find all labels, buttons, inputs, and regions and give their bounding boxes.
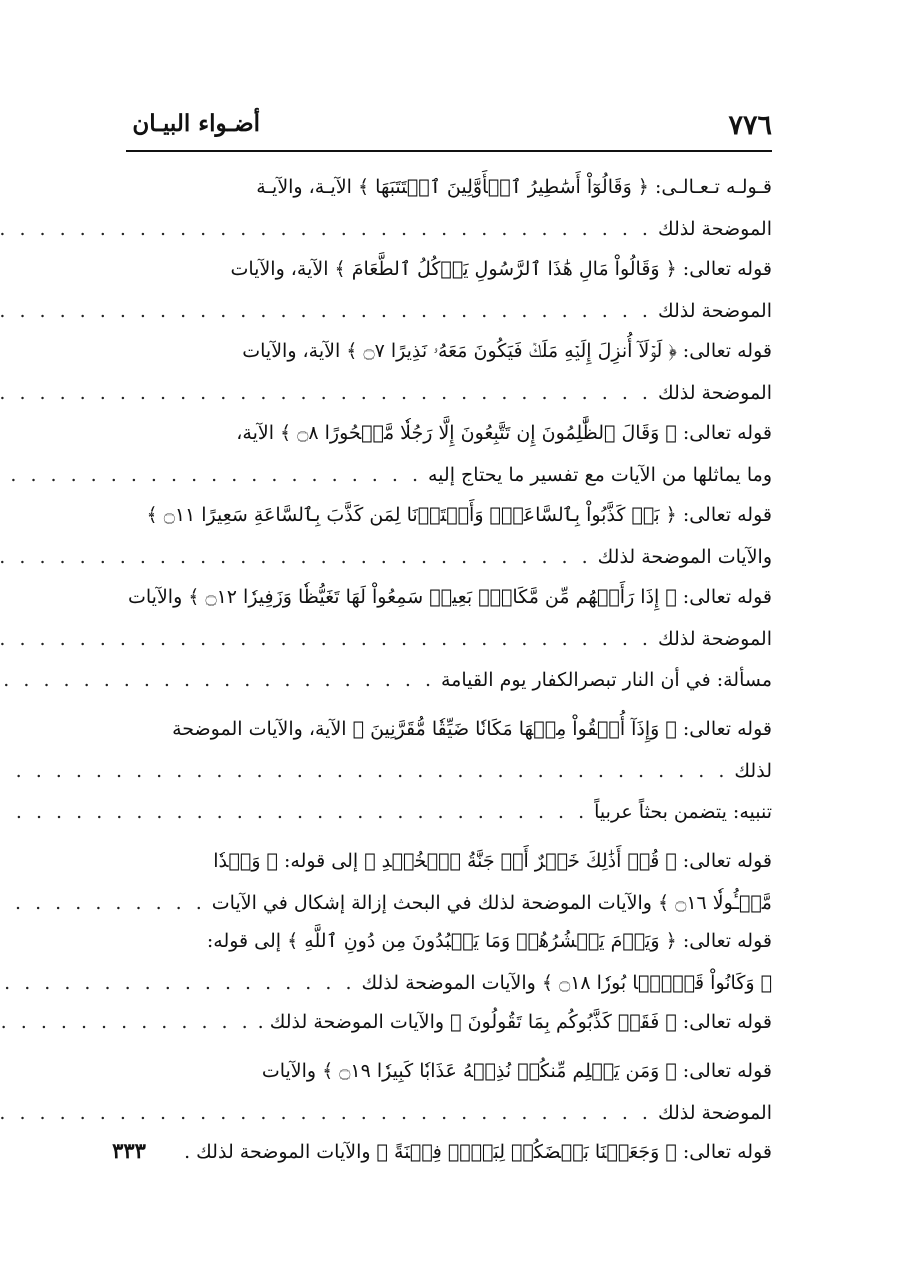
toc-entry-line bbox=[124, 168, 772, 206]
toc-entry-last-line bbox=[124, 373, 772, 411]
toc-entry-last-line bbox=[124, 619, 772, 657]
toc-entry-line bbox=[124, 414, 772, 452]
toc-entry-text: تنبيه: يتضمن بحثاً عربياً bbox=[594, 801, 772, 823]
toc-entry-line bbox=[124, 332, 772, 370]
toc-entry-text: الموضحة لذلك bbox=[657, 1102, 772, 1124]
toc-entry-text: قوله تعالى: ﴿ وَجَعَلۡنَا بَعۡضَكُمۡ لِبَعۡضٖ فِتۡنَةً ﴾ والآيات الموضحة لذلك . bbox=[184, 1141, 772, 1163]
toc-entry-last-line bbox=[124, 1093, 772, 1131]
toc-entry-line bbox=[124, 922, 772, 960]
page-number: ٧٧٦ bbox=[728, 110, 772, 141]
toc-entry-text: مسألة: في أن النار تبصرالكفار يوم القيامة bbox=[441, 669, 772, 691]
toc-entry-last-line bbox=[124, 1002, 772, 1040]
dot-leader bbox=[0, 964, 356, 1002]
toc-entry-line bbox=[124, 496, 772, 534]
dot-leader bbox=[0, 884, 206, 922]
toc-entry-line bbox=[124, 578, 772, 616]
toc-entry-text: الموضحة لذلك bbox=[657, 218, 772, 240]
toc-entry-text: مَّسۡـُٔولٗا ۝١٦ ﴾ والآيات الموضحة لذلك في البحث إزالة إشكال في الآيات bbox=[211, 892, 772, 914]
toc-entry-last-line bbox=[124, 209, 772, 247]
toc-entry-text: قوله تعالى: ﴿ لَوۡلَآ أُنزِلَ إِلَيۡهِ مَلَكٞ فَيَكُونَ مَعَهُۥ نَذِيرًا ۝٧ ﴾ الآية، والآيات bbox=[242, 340, 772, 362]
toc-entry-line bbox=[124, 842, 772, 880]
toc-entry-last-line bbox=[112, 1132, 772, 1170]
toc-entry-last-line bbox=[124, 537, 772, 575]
toc-entry-text: قوله تعالى: ﴿ وَيَوۡمَ يَحۡشُرُهُمۡ وَمَا يَعۡبُدُونَ مِن دُونِ ٱللَّهِ ﴾ إلى قوله: bbox=[206, 930, 772, 952]
toc-entry-last-line bbox=[124, 751, 772, 789]
dot-leader bbox=[0, 210, 652, 248]
dot-leader bbox=[0, 1003, 252, 1041]
toc-entry-line bbox=[124, 250, 772, 288]
toc-entry-text: قوله تعالى: ﴿ فَقَدۡ كَذَّبُوكُم بِمَا تَقُولُونَ ﴾ والآيات الموضحة لذلك . bbox=[257, 1011, 772, 1033]
running-title: أضـواء البيـان bbox=[132, 110, 260, 137]
toc-entry-text: لذلك bbox=[734, 760, 772, 782]
header-rule bbox=[126, 150, 772, 152]
toc-entry-text: قوله تعالى: ﴿ وَإِذَآ أُلۡقُواْ مِنۡهَا مَكَانٗا ضَيِّقٗا مُّقَرَّنِينَ ﴾ الآية، والآيات الموضحة bbox=[172, 718, 772, 740]
dot-leader bbox=[0, 374, 652, 412]
toc-entry-last-line bbox=[124, 660, 772, 698]
toc-entry-last-line bbox=[124, 291, 772, 329]
dot-leader bbox=[0, 620, 652, 658]
toc-entry-text: الموضحة لذلك bbox=[657, 300, 772, 322]
toc-page-number: ٣٣٣ bbox=[112, 1138, 146, 1163]
dot-leader bbox=[0, 1094, 652, 1132]
toc-entry-last-line bbox=[124, 883, 772, 921]
toc-entry-text: قوله تعالى: ﴿ قُلۡ أَذَٰلِكَ خَيۡرٌ أَمۡ جَنَّةُ ٱلۡخُلۡدِ ﴾ إلى قوله: ﴿ وَعۡدٗا bbox=[213, 850, 772, 872]
dot-leader bbox=[0, 456, 422, 494]
dot-leader bbox=[0, 793, 588, 831]
toc-entry-text: الموضحة لذلك bbox=[657, 382, 772, 404]
toc-entry-text: والآيات الموضحة لذلك bbox=[597, 546, 772, 568]
toc-entry-text: قوله تعالى: ﴿ بَلۡ كَذَّبُواْ بِٱلسَّاعَةِۖ وَأَعۡتَدۡنَا لِمَن كَذَّبَ بِٱلسَّاعَةِ سَعِيرًا ۝١١ ﴾ bbox=[146, 504, 772, 526]
dot-leader bbox=[0, 752, 728, 790]
toc-entry-line bbox=[124, 710, 772, 748]
toc-entry-text: وما يماثلها من الآيات مع تفسير ما يحتاج إليه bbox=[427, 464, 772, 486]
dot-leader bbox=[0, 661, 435, 699]
toc-entry-last-line bbox=[124, 792, 772, 830]
toc-entry-text: قوله تعالى: ﴿ وَقَالُواْ مَالِ هَٰذَا ٱلرَّسُولِ يَأۡكُلُ ٱلطَّعَامَ ﴾ الآية، والآيات bbox=[230, 258, 772, 280]
toc-entry-text: ﴿ وَكَانُواْ قَوۡمَۢا بُورٗا ۝١٨ ﴾ والآيات الموضحة لذلك bbox=[361, 972, 772, 994]
toc-entry-text: قوله تعالى: ﴿ وَقَالَ ٱلظَّٰلِمُونَ إِن تَتَّبِعُونَ إِلَّا رَجُلٗا مَّسۡحُورًا ۝٨ ﴾ الآية، bbox=[236, 422, 772, 444]
dot-leader bbox=[0, 292, 652, 330]
toc-entry-last-line bbox=[124, 455, 772, 493]
toc-entry-text: قوله تعالى: ﴿ إِذَا رَأَتۡهُم مِّن مَّكَانِۭ بَعِيدٖ سَمِعُواْ لَهَا تَغَيُّظٗا وَزَفِيرٗا ۝١٢ ﴾ والآيات bbox=[127, 586, 772, 608]
dot-leader bbox=[0, 538, 592, 576]
toc-entry-text: قوله تعالى: ﴿ وَمَن يَظۡلِم مِّنكُمۡ نُذِقۡهُ عَذَابٗا كَبِيرٗا ۝١٩ ﴾ والآيات bbox=[261, 1060, 772, 1082]
toc-entry-text: قـولـه تـعـالـى: ﴿ وَقَالُوٓاْ أَسَٰطِيرُ ٱلۡأَوَّلِينَ ٱكۡتَتَبَهَا ﴾ الآيـة، والآيـة bbox=[256, 176, 772, 198]
toc-entry-last-line bbox=[124, 963, 772, 1001]
toc-entry-text: الموضحة لذلك bbox=[657, 628, 772, 650]
toc-entry-line bbox=[124, 1052, 772, 1090]
